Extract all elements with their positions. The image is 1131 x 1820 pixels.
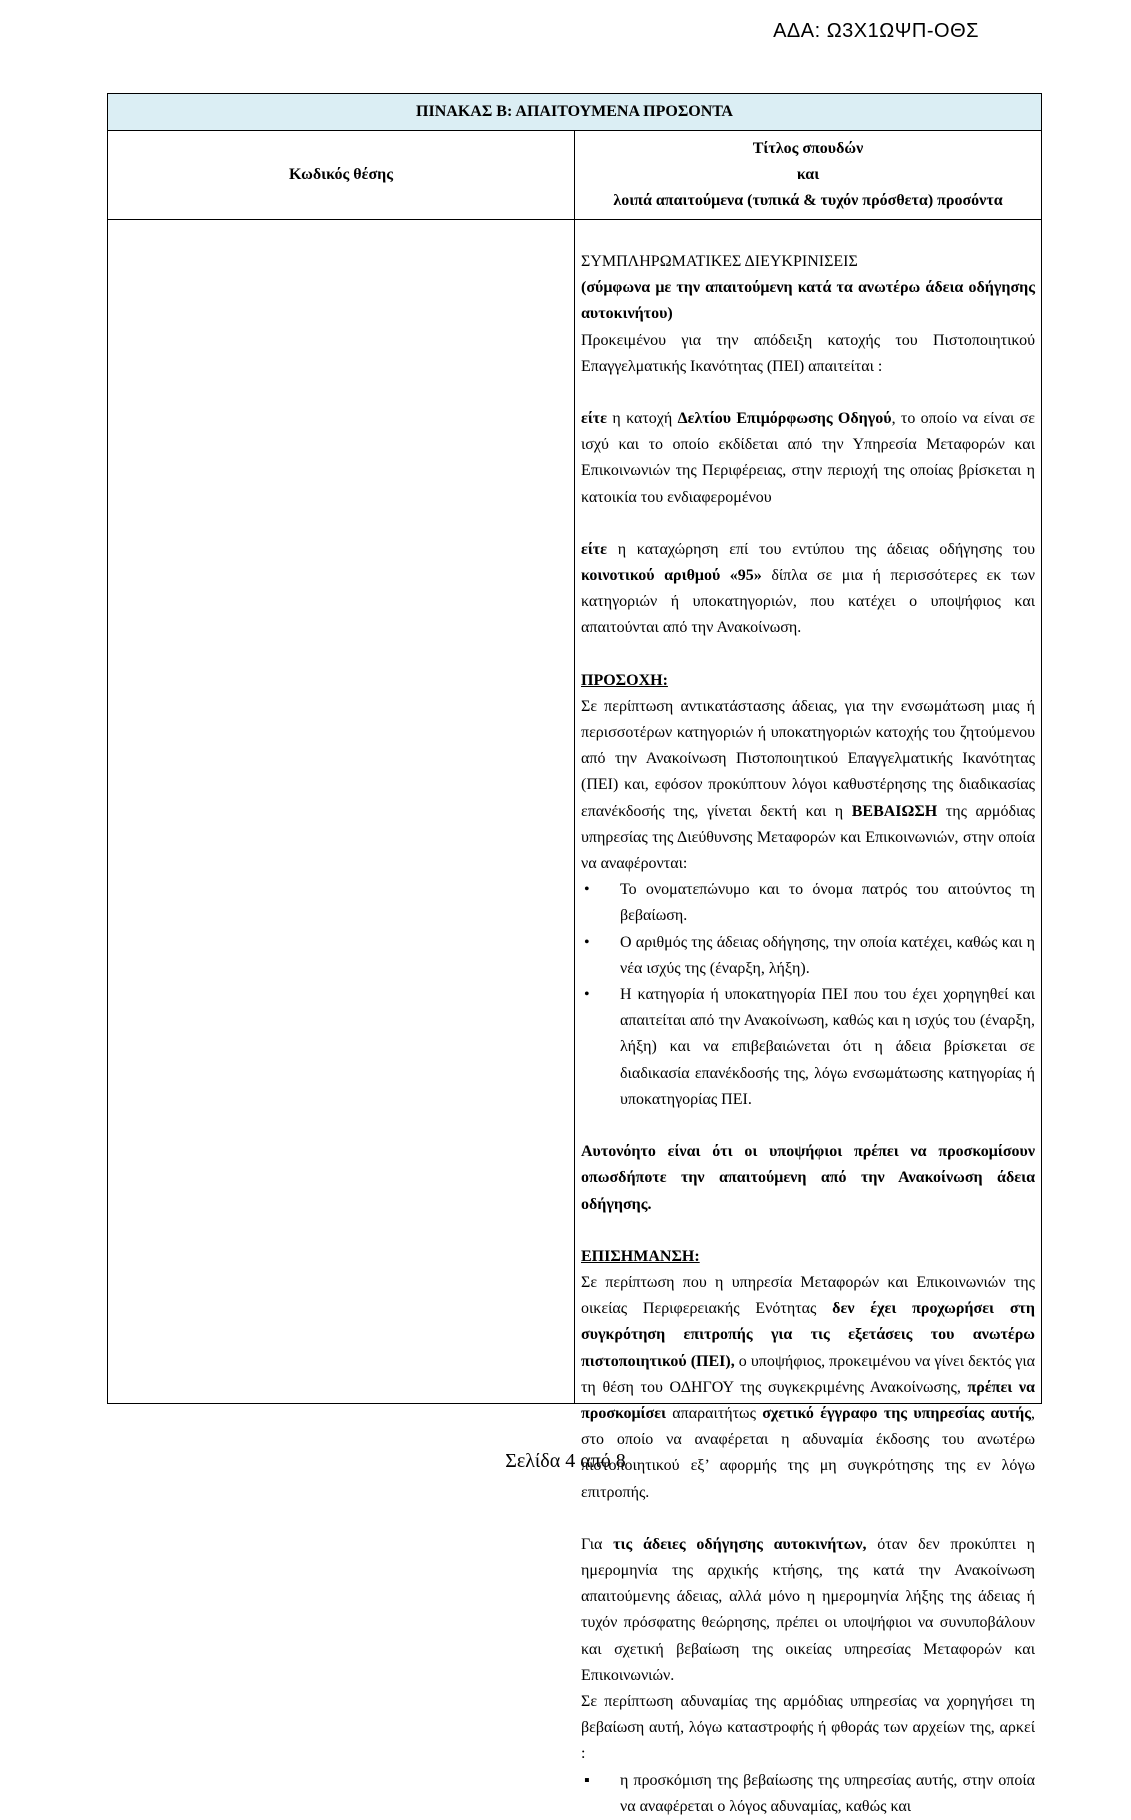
table-title: ΠΙΝΑΚΑΣ Β: ΑΠΑΙΤΟΥΜΕΝΑ ΠΡΟΣΟΝΤΑ xyxy=(108,94,1042,131)
page-number: Σελίδα 4 από 8 xyxy=(505,1450,626,1472)
attention-label: ΠΡΟΣΟΧΗ: xyxy=(581,671,668,689)
col-header-line: και xyxy=(796,166,820,183)
note-paragraph: Σε περίπτωση που η υπηρεσία Μεταφορών και Επικοινωνιών της οικείας Περιφερειακής Ενότητας δεν έχει προχωρήσει στη συγκρότηση επιτροπής για τις εξετάσεις του ανωτέρω πιστοποιητικού (ΠΕΙ), ο υποψήφιος, προκειμένου να γίνει δεκτός για τη θέση του ΟΔΗΓΟΥ της συγκεκριμένης Ανακοίνωσης, πρέπει να προσκομίσει απαραιτήτως σχετικό έγγραφο της υπηρεσίας αυτής, στο οποίο να αναφέρεται η αδυναμία έκδοσης του ανωτέρω πιστοποιητικού εξ’ αφορμής της μη συγκρότησης της εν λόγω επιτροπής. xyxy=(581,1273,1036,1501)
bullet-icon: • xyxy=(584,986,590,1004)
col-header-line: λοιπά απαιτούμενα (τυπικά & τυχόν πρόσθετα) προσόντα xyxy=(613,192,1003,209)
qualifications-cell xyxy=(575,220,1042,1815)
list-item: ▪ η προσκόμιση της βεβαίωσης της υπηρεσίας αυτής, στην οποία να αναφέρεται ο λόγος αδυναμίας, καθώς και xyxy=(581,1768,1035,1820)
section-heading: ΣΥΜΠΛΗΡΩΜΑΤΙΚΕΣ ΔΙΕΥΚΡΙΝΙΣΕΙΣ xyxy=(581,253,858,270)
self-evident-paragraph: Αυτονόητο είναι ότι οι υποψήφιοι πρέπει να προσκομίσουν οπωσδήποτε την απαιτούμενη από την Ανακοίνωση άδεια οδήγησης. xyxy=(581,1143,1035,1213)
attention-paragraph: Σε περίπτωση αντικατάστασης άδειας, για την ενσωμάτωση μιας ή περισσοτέρων κατηγοριών ή υποκατηγοριών κατοχής του ζητούμενου από την Ανακοίνωση Πιστοποιητικού Επαγγελματικής Ικανότητας (ΠΕΙ) και, εφόσον προκύπτουν λόγοι καθυστέρησης της διαδικασίας επανέκδοσής της, γίνεται δεκτή και η ΒΕΒΑΙΩΣΗ της αρμόδιας υπηρεσίας της Διεύθυνσης Μεταφορών και Επικοινωνιών, στην οποία να αναφέρονται: xyxy=(581,697,1036,873)
ada-code: ΑΔΑ: Ω3Χ1ΩΨΠ-ΟΘΣ xyxy=(773,20,979,42)
licenses-paragraph: Για τις άδειες οδήγησης αυτοκινήτων, όταν δεν προκύπτει η ημερομηνία της αρχικής κτήσης, της κατά την Ανακοίνωση απαιτούμενης άδειας, αλλά μόνο η ημερομηνία λήξης της άδειας ή τυχόν πρόσφατης θεώρησης, πρέπει οι υποψήφιοι να συνυποβάλουν και σχετική βεβαίωση της οικείας υπηρεσίας Μεταφορών και Επικοινωνιών. xyxy=(581,1535,1036,1684)
section-subheading: (σύμφωνα με την απαιτούμενη κατά τα ανωτέρω άδεια οδήγησης αυτοκινήτου) xyxy=(581,279,1035,323)
note-label: ΕΠΙΣΗΜΑΝΣΗ: xyxy=(581,1247,700,1265)
inability-paragraph: Σε περίπτωση αδυναμίας της αρμόδιας υπηρεσίας να χορηγήσει τη βεβαίωση αυτή, λόγω καταστροφής ή φθοράς των αρχείων της, αρκεί : xyxy=(581,1692,1035,1763)
either-option-1: είτε η κατοχή Δελτίου Επιμόρφωσης Οδηγού, το οποίο να είναι σε ισχύ και το οποίο εκδίδεται από την Υπηρεσία Μεταφορών και Επικοινωνιών της Περιφέρειας, στην περιοχή της οποίας βρίσκεται η κατοικία του ενδιαφερομένου xyxy=(581,410,1035,506)
col-header-line: Τίτλος σπουδών xyxy=(752,140,864,157)
square-bullet-list xyxy=(581,1768,1035,1820)
square-bullet-icon: ▪ xyxy=(584,1771,590,1789)
bullet-icon: • xyxy=(584,933,590,951)
col-header-position-code: Κωδικός θέσης xyxy=(108,131,575,220)
intro-paragraph: Προκειμένου για την απόδειξη κατοχής του Πιστοποιητικού Επαγγελματικής Ικανότητας (ΠΕΙ) απαιτείται : xyxy=(581,331,1035,375)
attention-bullet-list xyxy=(581,877,1035,1113)
either-option-2: είτε η καταχώρηση επί του εντύπου της άδειας οδήγησης του κοινοτικού αριθμού «95» δίπλα σε μια ή περισσότερες εκ των κατηγοριών ή υποκατηγοριών, που κατέχει ο υποψήφιος και απαιτούνται από την Ανακοίνωση. xyxy=(581,540,1035,637)
list-item: • Η κατηγορία ή υποκατηγορία ΠΕΙ που του έχει χορηγηθεί και απαιτείται από την Ανακοίνωση, καθώς και η ισχύς του (έναρξη, λήξη) και να επιβεβαιώνεται ότι η άδεια βρίσκεται σε διαδικασία επανέκδοσής της, λόγω ενσωμάτωσης κατηγορίας ή υποκατηγορίας ΠΕΙ. xyxy=(581,982,1035,1113)
list-item: • Το ονοματεπώνυμο και το όνομα πατρός του αιτούντος τη βεβαίωση. xyxy=(581,877,1035,929)
list-item: • Ο αριθμός της άδειας οδήγησης, την οποία κατέχει, καθώς και η νέα ισχύς της (έναρξη, λήξη). xyxy=(581,930,1035,982)
position-code-cell xyxy=(108,220,575,1404)
bullet-icon: • xyxy=(584,881,590,899)
col-header-qualifications xyxy=(575,131,1042,220)
